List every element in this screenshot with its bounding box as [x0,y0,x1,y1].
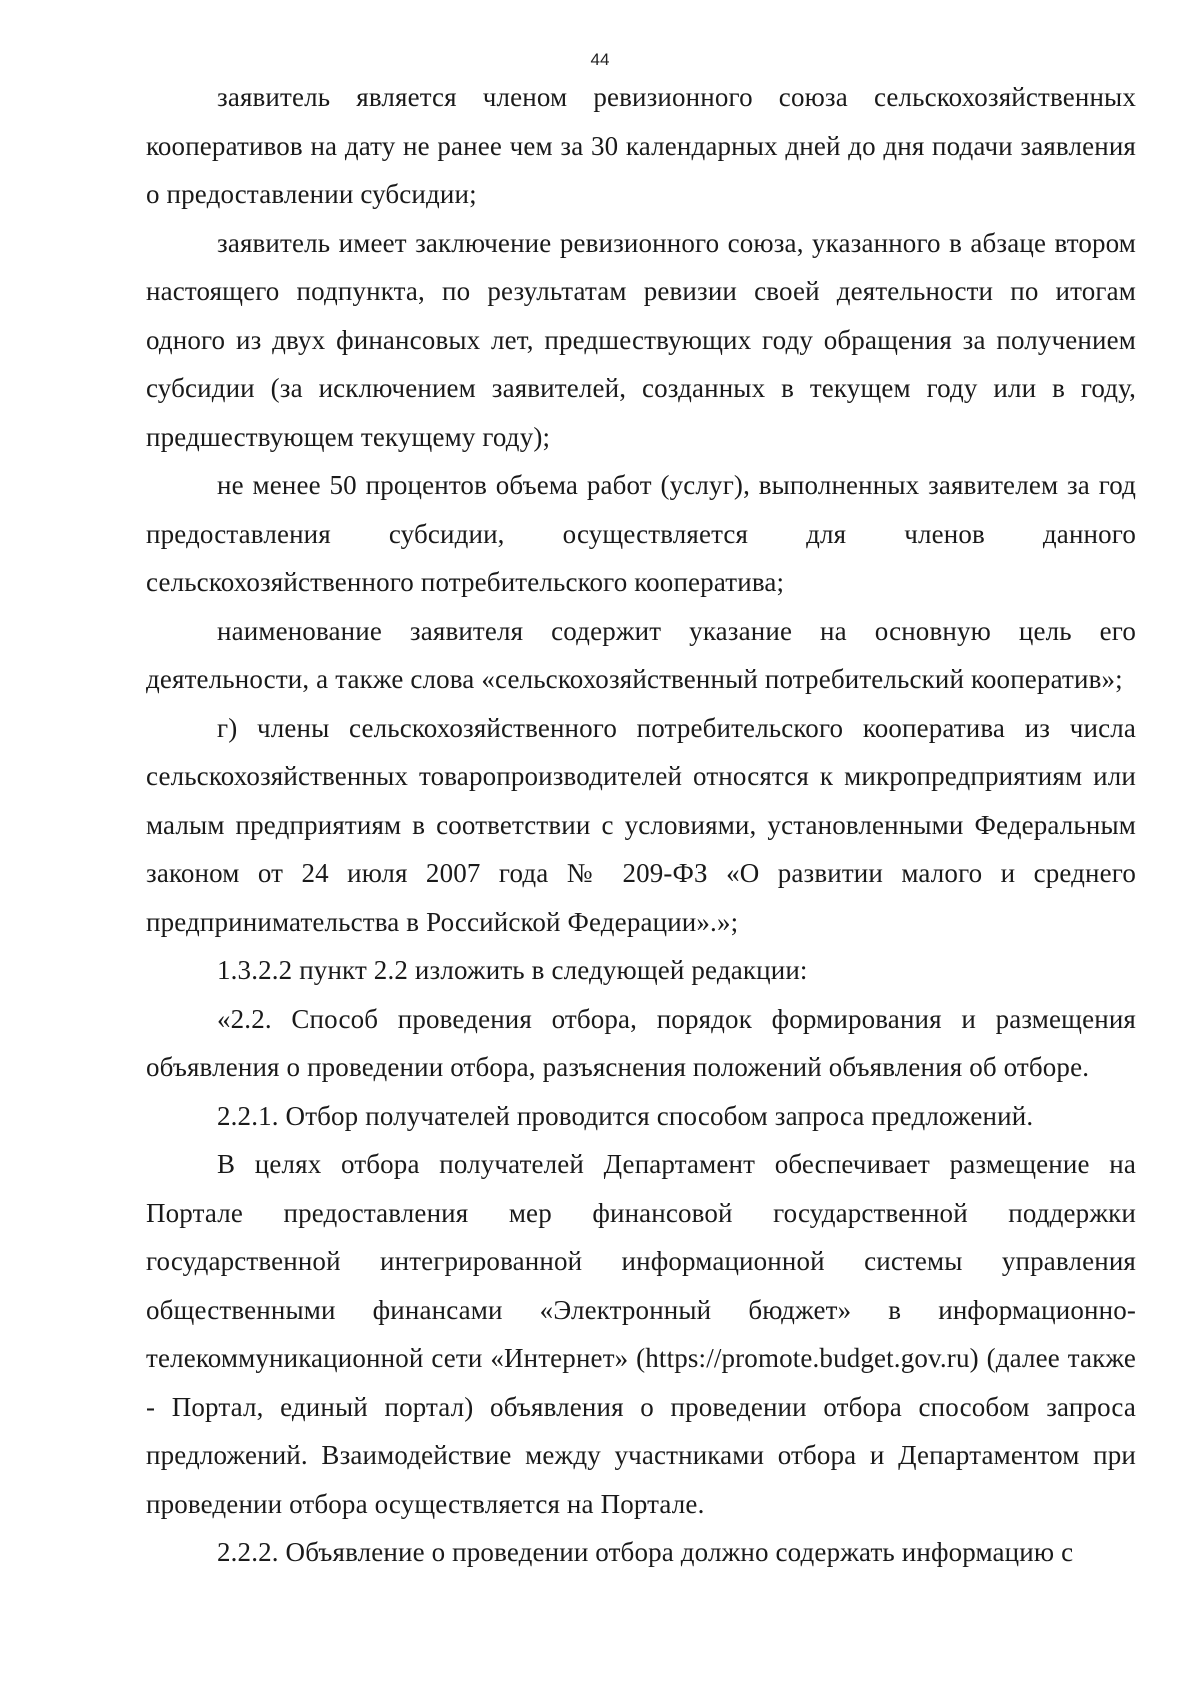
paragraph-applicant-name: наименование заявителя содержит указание на основную цель его деятельности, а также слова «сельскохозяйственный потребительский кооператив»; [146,615,1136,694]
paragraph-member-audit-union: заявитель является членом ревизионного союза сельскохозяйственных кооперативов на дату не ранее чем за 30 календарных дней до дня подачи заявления о предоставлении субсидии; [146,82,1136,209]
paragraph-amendment-2-2: 1.3.2.2 пункт 2.2 изложить в следующей редакции: [217,955,808,985]
paragraph-work-volume: не менее 50 процентов объема работ (услуг), выполненных заявителем за год предоставления субсидии, осуществляется для членов данного сельскохозяйственного потребительского кооператива; [146,470,1136,597]
document-body [146,73,1136,1577]
paragraph-members-small-business: г) члены сельскохозяйственного потребительского кооператива из числа сельскохозяйственных товаропроизводителей относятся к микропредприятиям или малым предприятиям в соответствии с условиями, установленными Федеральным законом от 24 июля 2007 года № 209-ФЗ «О развитии малого и среднего предпринимательства в Российской Федерации».»; [146,712,1136,937]
page-number: 44 [590,50,610,69]
paragraph-portal-placement: В целях отбора получателей Департамент обеспечивает размещение на Портале предоставления мер финансовой государственной поддержки государственной интегрированной информационной системы управления общественными финансами «Электронный бюджет» в информационно-телекоммуникационной сети «Интернет» (https://promote.budget.gov.ru) (далее также - Портал, единый портал) объявления о проведении отбора способом запроса предложений. Взаимодействие между участниками отбора и Департаментом при проведении отбора осуществляется на Портале. [146,1149,1136,1519]
paragraph-audit-conclusion: заявитель имеет заключение ревизионного союза, указанного в абзаце втором настоящего подпункта, по результатам ревизии своей деятельности по итогам одного из двух финансовых лет, предшествующих году обращения за получением субсидии (за исключением заявителей, созданных в текущем году или в году, предшествующем текущему году); [146,227,1136,452]
paragraph-section-2-2-heading: «2.2. Способ проведения отбора, порядок формирования и размещения объявления о проведении отбора, разъяснения положений объявления об отборе. [146,1003,1136,1082]
paragraph-2-2-2: 2.2.2. Объявление о проведении отбора должно содержать информацию с [217,1537,1074,1567]
paragraph-2-2-1: 2.2.1. Отбор получателей проводится способом запроса предложений. [217,1100,1034,1131]
